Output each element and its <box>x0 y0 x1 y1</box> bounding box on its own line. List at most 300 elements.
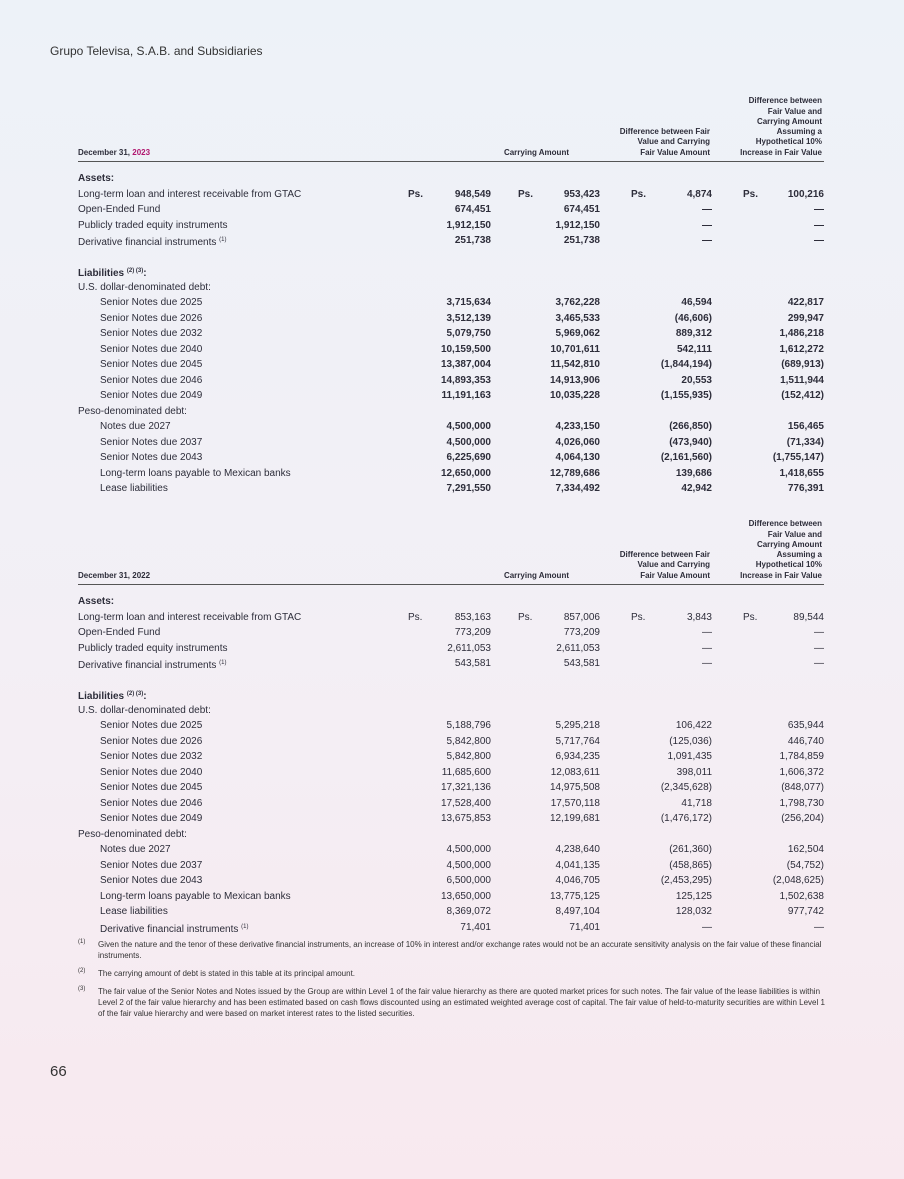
difference-cell: (473,940) <box>669 436 712 448</box>
row-label-text: Long-term loans payable to Mexican banks <box>100 890 291 902</box>
row-label <box>100 295 202 311</box>
row-label-text: Senior Notes due 2045 <box>100 782 203 793</box>
row-label-text: Derivative financial instruments <box>78 237 217 248</box>
difference-cell: (125,036) <box>669 735 712 747</box>
difference-cell: 3,843 <box>686 611 712 623</box>
spacer <box>78 249 824 265</box>
assets-section <box>78 594 824 610</box>
row-label-text: Senior Notes due 2043 <box>100 452 203 463</box>
assets-section <box>78 171 824 187</box>
difference-cell: 41,718 <box>681 797 712 809</box>
peso-debt-section-label <box>78 827 187 843</box>
fair-value-cell: 2,611,053 <box>556 642 600 654</box>
hypothetical-cell: 1,798,730 <box>779 797 824 809</box>
row-label <box>100 904 168 920</box>
carrying-amount-cell: 4,500,000 <box>446 859 491 871</box>
hypothetical-cell: (2,048,625) <box>772 875 824 886</box>
table-row <box>78 326 824 342</box>
liabilities-section <box>78 687 824 703</box>
company-name: Grupo Televisa, S.A.B. and Subsidiaries <box>50 44 263 58</box>
fair-value-cell: 4,026,060 <box>555 436 600 448</box>
row-label <box>100 435 202 451</box>
table-row <box>78 466 824 482</box>
fair-value-cell: 251,738 <box>563 235 600 246</box>
carrying-amount-cell: 4,500,000 <box>446 421 491 432</box>
table-body <box>78 171 824 497</box>
carrying-amount-cell: 7,291,550 <box>446 483 491 494</box>
carrying-amount-cell: 6,500,000 <box>446 875 491 886</box>
difference-cell: — <box>702 642 712 654</box>
row-label-text: Lease liabilities <box>100 906 168 917</box>
carrying-amount-cell: 13,650,000 <box>440 890 491 902</box>
carrying-amount-cell: 14,893,353 <box>440 374 491 386</box>
difference-cell: (266,850) <box>669 421 712 432</box>
row-label-text: Senior Notes due 2026 <box>100 312 203 324</box>
usd-debt-section <box>78 703 824 719</box>
hypothetical-cell: 446,740 <box>787 735 824 747</box>
fair-value-cell: 5,295,218 <box>555 720 600 731</box>
difference-cell: 398,011 <box>676 766 712 778</box>
carrying-amount-cell: 853,163 <box>454 611 491 623</box>
table-row <box>78 295 824 311</box>
row-label-text: Open-Ended Fund <box>78 204 161 215</box>
difference-cell: 889,312 <box>675 328 712 339</box>
footnote-3 <box>78 986 828 1019</box>
currency-symbol: Ps. <box>743 611 758 623</box>
table-row <box>78 450 824 466</box>
fair-value-cell: 674,451 <box>563 204 600 215</box>
table-row <box>78 749 824 765</box>
usd-debt-section-text: U.S. dollar-denominated debt: <box>78 281 211 293</box>
fair-value-cell: 12,083,611 <box>550 766 600 778</box>
hypothetical-cell: 776,391 <box>787 483 824 494</box>
row-label <box>100 811 202 827</box>
table-row <box>78 873 824 889</box>
table-row <box>78 233 824 249</box>
carrying-amount-cell: 10,159,500 <box>440 343 491 355</box>
row-label-text: Senior Notes due 2037 <box>100 859 203 871</box>
table-row <box>78 734 824 750</box>
row-label <box>100 749 202 765</box>
row-label-text: Notes due 2027 <box>100 844 171 855</box>
difference-cell: (458,865) <box>669 859 712 871</box>
hypothetical-cell: 89,544 <box>793 611 824 623</box>
table-row <box>78 419 824 435</box>
table-row <box>78 842 824 858</box>
carrying-amount-cell: 11,685,600 <box>441 766 491 778</box>
row-label <box>100 311 202 327</box>
row-label-text: Senior Notes due 2026 <box>100 735 203 747</box>
fair-value-cell: 5,969,062 <box>555 328 600 339</box>
date-prefix: December 31, <box>78 147 133 157</box>
table-header <box>78 83 824 162</box>
carrying-amount-cell: 948,549 <box>454 188 491 200</box>
row-label-text: Senior Notes due 2032 <box>100 328 203 339</box>
table-row <box>78 858 824 874</box>
footnote-ref: (1) <box>241 923 249 930</box>
difference-header: Difference between Fair Value and Carrying Amount <box>619 127 710 157</box>
table-row <box>78 202 824 218</box>
table-row <box>78 718 824 734</box>
currency-symbol: Ps. <box>743 188 759 200</box>
hypothetical-cell: (71,334) <box>786 436 824 448</box>
fair-value-cell: 4,233,150 <box>555 421 600 432</box>
table-header <box>78 506 824 585</box>
liabilities-suffix: : <box>143 268 147 279</box>
row-label <box>100 796 202 812</box>
hypothetical-cell: — <box>814 235 824 246</box>
difference-cell: — <box>702 219 712 231</box>
currency-symbol: Ps. <box>518 188 534 200</box>
table-row <box>78 920 824 936</box>
row-label <box>100 842 171 858</box>
date-year: 2023 <box>132 147 151 157</box>
row-label <box>100 450 202 466</box>
fair-value-cell: 5,717,764 <box>555 735 600 747</box>
difference-cell: — <box>702 235 712 246</box>
carrying-amount-cell: 4,500,000 <box>446 436 491 448</box>
fair-value-cell: 14,913,906 <box>549 374 600 386</box>
row-label <box>100 481 168 497</box>
difference-cell: 1,091,435 <box>667 751 712 762</box>
difference-cell: — <box>702 627 712 638</box>
difference-cell: — <box>702 921 712 933</box>
currency-symbol: Ps. <box>631 188 647 200</box>
carrying-amount-cell: 5,188,796 <box>446 720 491 731</box>
hypothetical-cell: — <box>814 204 824 215</box>
difference-cell: (1,155,935) <box>660 390 712 401</box>
row-label-text: Senior Notes due 2025 <box>100 720 203 731</box>
row-label-text: Publicly traded equity instruments <box>78 642 228 654</box>
fair-value-cell: 14,975,508 <box>549 782 600 793</box>
table-row <box>78 373 824 389</box>
hypothetical-cell: (54,752) <box>786 859 824 871</box>
difference-cell: (1,476,172) <box>660 813 712 824</box>
hypothetical-cell: 977,742 <box>787 906 824 917</box>
hypothetical-cell: 1,486,218 <box>779 328 824 339</box>
footnote-ref: (1) <box>219 660 227 666</box>
carrying-amount-cell: 543,581 <box>454 658 491 669</box>
row-label-text: Derivative financial instruments <box>78 660 217 671</box>
peso-debt-section-label <box>78 404 187 420</box>
table-row <box>78 765 824 781</box>
row-label <box>100 419 171 435</box>
table-row <box>78 811 824 827</box>
currency-symbol: Ps. <box>518 611 533 623</box>
table-row <box>78 218 824 234</box>
liabilities-section-text: Liabilities <box>78 268 125 279</box>
hypothetical-cell: 635,944 <box>787 720 824 731</box>
fair-value-cell: 1,912,150 <box>555 219 600 231</box>
usd-debt-section-text: U.S. dollar-denominated debt: <box>78 704 211 716</box>
fair-value-cell: 7,334,492 <box>555 483 600 494</box>
row-label-text: Senior Notes due 2043 <box>100 875 203 886</box>
hypothetical-cell: 1,511,944 <box>780 374 824 386</box>
fair-value-cell: 8,497,104 <box>555 906 600 917</box>
footnote-mark: (1) <box>78 939 86 945</box>
peso-debt-section-text: Peso-denominated debt: <box>78 405 187 417</box>
carrying-amount-cell: 773,209 <box>454 627 491 638</box>
hypothetical-cell: — <box>814 658 824 669</box>
hypothetical-increase-header: Difference between Fair Value and Carrying Amount Assuming a Hypothetical 10% Increase in Fair Value <box>740 96 822 157</box>
carrying-amount-cell: 17,528,400 <box>440 797 491 809</box>
liabilities-section-text: Liabilities <box>78 691 125 702</box>
footnote-2 <box>78 968 828 979</box>
row-label-text: Senior Notes due 2032 <box>100 751 203 762</box>
difference-cell: (2,161,560) <box>660 452 712 463</box>
date-year: 2022 <box>132 570 151 580</box>
carrying-amount-cell: 1,912,150 <box>446 219 491 231</box>
fair-value-cell: 4,041,135 <box>555 859 600 871</box>
row-label-text: Senior Notes due 2049 <box>100 390 203 401</box>
hypothetical-cell: — <box>814 921 824 933</box>
hypothetical-cell: 156,465 <box>787 421 824 432</box>
fair-value-cell: 71,401 <box>569 921 600 933</box>
carrying-amount-cell: 13,387,004 <box>440 359 491 370</box>
difference-cell: — <box>702 658 712 669</box>
hypothetical-cell: (848,077) <box>781 782 824 793</box>
hypothetical-cell: 1,784,859 <box>779 751 824 762</box>
carrying-amount-cell: 2,611,053 <box>447 642 491 654</box>
hypothetical-cell: 100,216 <box>787 188 824 200</box>
row-label <box>100 718 202 734</box>
hypothetical-cell: (1,755,147) <box>772 452 824 463</box>
footnotes <box>78 939 828 1026</box>
fair-value-cell: 4,238,640 <box>555 844 600 855</box>
carrying-amount-cell: 4,500,000 <box>446 844 491 855</box>
carrying-amount-cell: 13,675,853 <box>440 813 491 824</box>
difference-cell: 139,686 <box>675 467 712 479</box>
peso-debt-section-text: Peso-denominated debt: <box>78 828 187 840</box>
table-row <box>78 625 824 641</box>
row-label-text: Publicly traded equity instruments <box>78 219 228 231</box>
table-row <box>78 641 824 657</box>
hypothetical-cell: 1,418,655 <box>779 467 824 479</box>
difference-cell: 106,422 <box>675 720 712 731</box>
carrying-amount-cell: 6,225,690 <box>446 452 491 463</box>
row-label <box>100 765 202 781</box>
table-row <box>78 796 824 812</box>
carrying-amount-cell: 674,451 <box>454 204 491 215</box>
difference-header: Difference between Fair Value and Carrying Amount <box>619 550 710 580</box>
fair-value-cell: 3,762,228 <box>555 297 600 308</box>
fair-value-cell: 12,789,686 <box>549 467 600 479</box>
page-number: 66 <box>50 1063 67 1080</box>
row-label <box>100 889 291 905</box>
table-body <box>78 594 824 935</box>
carrying-amount-header: Carrying Amount <box>503 147 569 157</box>
table-row <box>78 610 824 626</box>
difference-cell: 128,032 <box>675 906 712 917</box>
hypothetical-cell: (256,204) <box>781 813 824 824</box>
carrying-amount-cell: 3,512,139 <box>446 312 491 324</box>
fair-value-cell: 3,465,533 <box>555 312 600 324</box>
hypothetical-cell: — <box>814 627 824 638</box>
hypothetical-increase-header: Difference between Fair Value and Carrying Amount Assuming a Hypothetical 10% Increase in Fair Value <box>740 519 822 580</box>
difference-cell: 42,942 <box>681 483 712 494</box>
difference-cell: (1,844,194) <box>660 359 712 370</box>
carrying-amount-cell: 5,079,750 <box>446 328 491 339</box>
liabilities-suffix: : <box>143 691 147 702</box>
liabilities-section <box>78 264 824 280</box>
fair-value-cell: 10,701,611 <box>550 343 600 355</box>
row-label-text: Senior Notes due 2045 <box>100 359 203 370</box>
footnote-text: The carrying amount of debt is stated in this table at its principal amount. <box>98 969 356 978</box>
fair-value-cell: 857,006 <box>563 611 600 623</box>
fair-value-header: Fair Value <box>640 570 678 580</box>
fair-value-table-2023 <box>78 83 824 497</box>
footnote-ref: (2) (3) <box>126 691 144 697</box>
row-label <box>100 858 202 874</box>
footnote-text: The fair value of the Senior Notes and Notes issued by the Group are within Level 1 of the fair value hierarchy as there are quoted market prices for such notes. The fair value of the lease liabilities is within Level 2 of the fair value hierarchy and has been estimated based on cash flows discounted using an estimated weighted average cost of capital. The fair value of held-to-maturity securities are within Level 1 of the fair value hierarchy and were based on market interest rates to the listed securities. <box>98 987 825 1018</box>
assets-section-text: Assets: <box>78 173 115 184</box>
carrying-amount-cell: 251,738 <box>454 235 491 246</box>
row-label-text: Open-Ended Fund <box>78 627 161 638</box>
row-label <box>78 187 301 203</box>
row-label <box>78 202 160 218</box>
row-label-text: Senior Notes due 2040 <box>100 343 203 355</box>
row-label <box>100 326 202 342</box>
date-prefix: December 31, <box>78 570 133 580</box>
footnote-1 <box>78 939 828 961</box>
table-row <box>78 357 824 373</box>
peso-debt-section <box>78 404 824 420</box>
hypothetical-cell: (152,412) <box>781 390 824 401</box>
row-label <box>100 780 202 796</box>
row-label <box>100 873 202 889</box>
difference-cell: (261,360) <box>669 844 712 855</box>
peso-debt-section <box>78 827 824 843</box>
row-label <box>100 388 202 404</box>
difference-cell: 4,874 <box>686 188 712 200</box>
hypothetical-cell: 422,817 <box>787 297 824 308</box>
hypothetical-cell: — <box>814 642 824 654</box>
row-label <box>100 373 202 389</box>
row-label-text: Senior Notes due 2046 <box>100 374 203 386</box>
difference-cell: 125,125 <box>675 890 712 902</box>
footnote-ref: (1) <box>219 237 227 243</box>
table-row <box>78 435 824 451</box>
fair-value-cell: 953,423 <box>563 188 600 200</box>
hypothetical-cell: (689,913) <box>781 359 824 370</box>
table-row <box>78 780 824 796</box>
row-label <box>78 641 228 657</box>
carrying-amount-header: Carrying Amount <box>503 570 569 580</box>
difference-cell: (46,606) <box>674 312 712 324</box>
hypothetical-cell: — <box>814 219 824 231</box>
currency-symbol: Ps. <box>408 188 424 200</box>
usd-debt-section <box>78 280 824 296</box>
hypothetical-cell: 1,612,272 <box>779 343 824 355</box>
footnote-mark: (3) <box>78 986 86 992</box>
carrying-amount-cell: 11,191,163 <box>441 390 491 401</box>
assets-section-label <box>78 594 114 610</box>
fair-value-cell: 4,046,705 <box>555 875 600 886</box>
row-label-text: Senior Notes due 2046 <box>100 797 203 809</box>
difference-cell: — <box>702 204 712 215</box>
fair-value-cell: 4,064,130 <box>555 452 600 463</box>
table-row <box>78 342 824 358</box>
footnote-text: Given the nature and the tenor of these derivative financial instruments, an increase of 10% in interest and/or exchange rates would not be an accurate sensitivity analysis on the fair value of these financial instruments. <box>98 940 822 960</box>
row-label <box>78 610 301 626</box>
row-label <box>100 342 202 358</box>
table-date <box>78 148 150 158</box>
fair-value-cell: 6,934,235 <box>555 751 600 762</box>
spacer <box>78 672 824 688</box>
row-label-text: Long-term loan and interest receivable from GTAC <box>78 188 302 200</box>
row-label-text: Lease liabilities <box>100 483 168 494</box>
fair-value-table-2022 <box>78 506 824 935</box>
currency-symbol: Ps. <box>631 611 646 623</box>
fair-value-cell: 13,775,125 <box>549 890 600 902</box>
row-label <box>100 466 291 482</box>
row-label <box>78 625 160 641</box>
carrying-amount-cell: 17,321,136 <box>440 782 491 793</box>
row-label-text: Senior Notes due 2049 <box>100 813 203 824</box>
row-label <box>100 920 249 938</box>
table-row <box>78 656 824 672</box>
fair-value-cell: 773,209 <box>563 627 600 638</box>
difference-cell: 20,553 <box>681 374 712 386</box>
carrying-amount-cell: 3,715,634 <box>446 297 491 308</box>
footnote-ref: (2) (3) <box>126 268 144 274</box>
hypothetical-cell: 1,502,638 <box>779 890 824 902</box>
fair-value-header: Fair Value <box>640 147 678 157</box>
table-row <box>78 311 824 327</box>
row-label <box>100 357 202 373</box>
carrying-amount-cell: 5,842,800 <box>446 751 491 762</box>
row-label-text: Senior Notes due 2040 <box>100 766 203 778</box>
row-label-text: Long-term loan and interest receivable from GTAC <box>78 611 302 623</box>
difference-cell: (2,345,628) <box>660 782 712 793</box>
table-date <box>78 571 150 581</box>
fair-value-cell: 17,570,118 <box>550 797 600 809</box>
hypothetical-cell: 299,947 <box>787 312 824 324</box>
row-label-text: Senior Notes due 2037 <box>100 436 203 448</box>
carrying-amount-cell: 71,401 <box>460 921 491 933</box>
difference-cell: 542,111 <box>676 343 712 355</box>
row-label <box>78 218 228 234</box>
carrying-amount-cell: 12,650,000 <box>440 467 491 479</box>
row-label-text: Long-term loans payable to Mexican banks <box>100 467 291 479</box>
fair-value-cell: 10,035,228 <box>549 390 600 401</box>
table-row <box>78 187 824 203</box>
assets-section-label <box>78 171 114 187</box>
fair-value-cell: 543,581 <box>563 658 600 669</box>
table-row <box>78 388 824 404</box>
row-label-text: Derivative financial instruments <box>100 923 239 935</box>
carrying-amount-cell: 5,842,800 <box>446 735 491 747</box>
table-row <box>78 481 824 497</box>
difference-cell: (2,453,295) <box>660 875 712 886</box>
table-row <box>78 904 824 920</box>
currency-symbol: Ps. <box>408 611 423 623</box>
hypothetical-cell: 162,504 <box>787 844 824 855</box>
usd-debt-section-label <box>78 703 211 719</box>
assets-section-text: Assets: <box>78 596 115 607</box>
table-row <box>78 889 824 905</box>
fair-value-cell: 11,542,810 <box>550 359 600 370</box>
difference-cell: 46,594 <box>681 297 712 308</box>
footnote-mark: (2) <box>78 968 86 974</box>
fair-value-cell: 12,199,681 <box>549 813 600 824</box>
row-label-text: Notes due 2027 <box>100 421 171 432</box>
usd-debt-section-label <box>78 280 211 296</box>
row-label-text: Senior Notes due 2025 <box>100 297 203 308</box>
hypothetical-cell: 1,606,372 <box>779 766 824 778</box>
carrying-amount-cell: 8,369,072 <box>446 906 491 917</box>
row-label <box>100 734 202 750</box>
